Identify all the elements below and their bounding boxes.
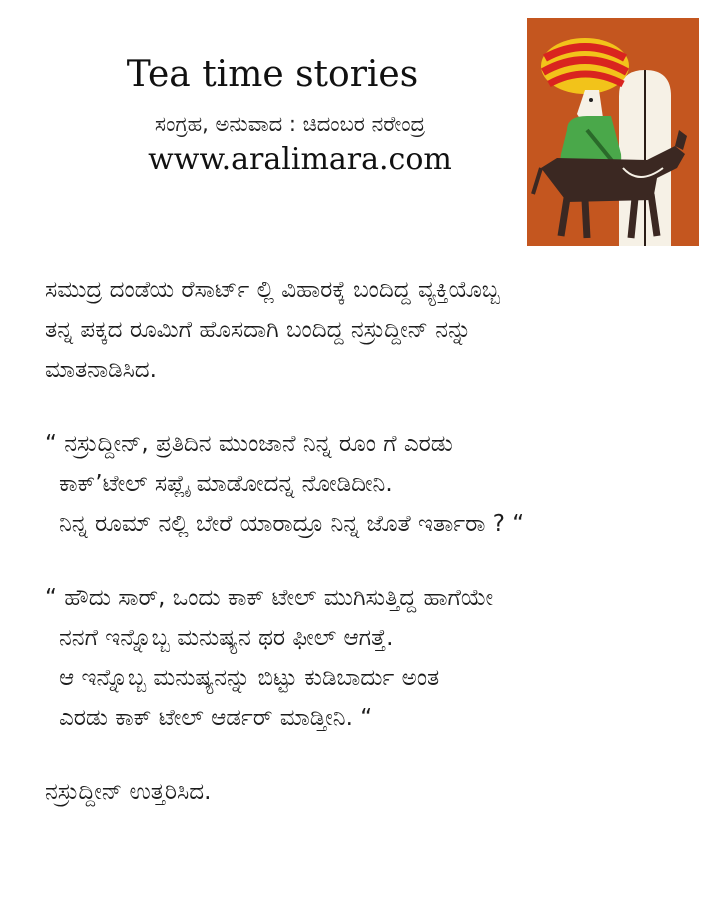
header-website: www.aralimara.com: [148, 142, 452, 177]
story-line: ತನ್ನ ಪಕ್ಕದ ರೂಮಿಗೆ ಹೊಸದಾಗಿ ಬಂದಿದ್ದ ನಸ್ರುದ್ದೀನ್ ನನ್ನು: [45, 317, 472, 343]
story-question: [45, 424, 705, 544]
story-intro: [45, 270, 705, 390]
story-line: ನಿನ್ನ ರೂಮ್ ನಲ್ಲಿ ಬೇರೆ ಯಾರಾದ್ರೂ ನಿನ್ನ ಜೊತೆ ಇರ್ತಾರಾ ? “: [59, 511, 525, 537]
story-answer: [45, 578, 705, 738]
story-line: ಆ ಇನ್ನೊಬ್ಬ ಮನುಷ್ಯನನ್ನು ಬಿಟ್ಟು ಕುಡಿಬಾರ್ದು ಅಂತ: [59, 665, 440, 691]
story-line: “ ಹೌದು ಸಾರ್, ಒಂದು ಕಾಕ್ ಟೇಲ್ ಮುಗಿಸುತ್ತಿದ್ದ ಹಾಗೆಯೇ: [45, 585, 494, 611]
nasruddin-on-donkey-icon: [527, 18, 699, 246]
story-line: “ ನಸ್ರುದ್ದೀನ್, ಪ್ರತಿದಿನ ಮುಂಜಾನೆ ನಿನ್ನ ರೂಂ ಗೆ ಎರಡು: [45, 431, 453, 457]
story-body: [45, 270, 705, 812]
story-line: ಸಮುದ್ರ ದಂಡೆಯ ರೆಸಾರ್ಟ್ ಲ್ಲಿ ವಿಹಾರಕ್ಕೆ ಬಂದಿದ್ದ ವ್ಯಕ್ತಿಯೊಬ್ಬ: [45, 277, 500, 303]
story-line: ಮಾತನಾಡಿಸಿದ.: [45, 357, 157, 383]
story-line: ಕಾಕ್’ಟೇಲ್ ಸಪ್ಲೈ ಮಾಡೋದನ್ನ ನೋಡಿದೀನಿ.: [59, 471, 393, 497]
story-line: ಎರಡು ಕಾಕ್ ಟೇಲ್ ಆರ್ಡರ್ ಮಾಡ್ತೀನಿ. “: [59, 705, 373, 731]
header-title: Tea time stories: [126, 54, 419, 95]
header-subtitle: ಸಂಗ್ರಹ, ಅನುವಾದ : ಚಿದಂಬರ ನರೇಂದ್ರ: [154, 112, 426, 136]
story-line: ನನಗೆ ಇನ್ನೊಬ್ಬ ಮನುಷ್ಯನ ಥರ ಫೀಲ್ ಆಗತ್ತೆ.: [59, 625, 394, 651]
story-closing: ನಸ್ರುದ್ದೀನ್ ಉತ್ತರಿಸಿದ.: [45, 779, 212, 805]
